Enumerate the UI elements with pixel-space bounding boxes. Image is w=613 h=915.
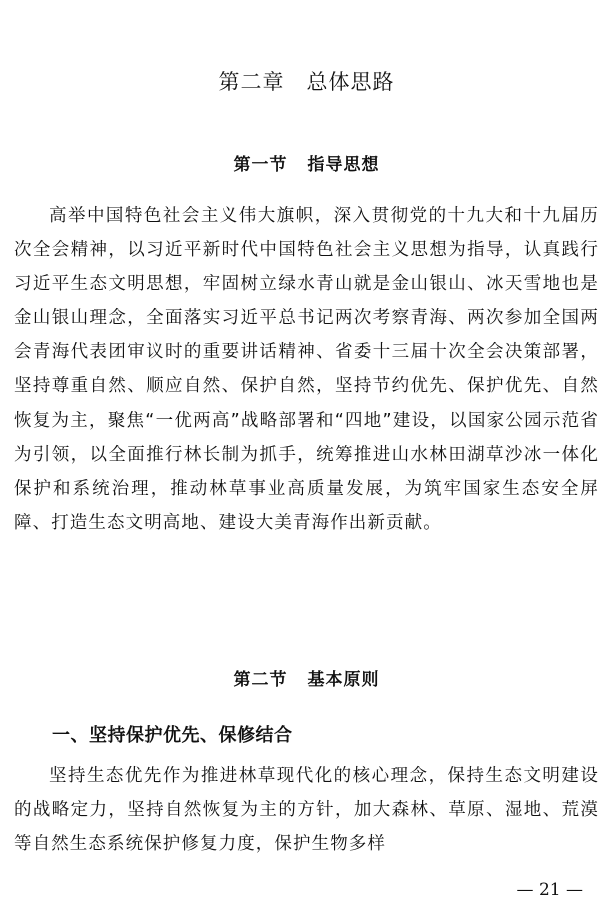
page-number: — 21 — [513, 880, 583, 900]
principle-paragraph: 坚持生态优先作为推进林草现代化的核心理念，保持生态文明建设的战略定力，坚持自然恢复为主的方针，加大森林、草原、湿地、荒漠等自然生态系统保护修复力度，保护生物多样 [14, 766, 599, 855]
section-title-basic-principles [0, 665, 613, 690]
section-title-guiding-ideology [0, 150, 613, 175]
chapter-name: 总体思路 [306, 70, 395, 94]
principle-subheading: 一、坚持保护优先、保修结合 [52, 725, 293, 746]
section-name: 基本原则 [307, 670, 380, 690]
section-name: 指导思想 [307, 155, 380, 175]
guiding-ideology-paragraph: 高举中国特色社会主义伟大旗帜，深入贯彻党的十九大和十九届历次全会精神，以习近平新时代中国特色社会主义思想为指导，认真践行习近平生态文明思想，牢固树立绿水青山就是金山银山、冰天雪地也是金山银山理念，全面落实习近平总书记两次考察青海、两次参加全国两会青海代表团审议时的重要讲话精神、省委十三届十次全会决策部署，坚持尊重自然、顺应自然、保护自然，坚持节约优先、保护优先、自然恢复为主，聚焦“一优两高”战略部署和“四地”建设，以国家公园示范省为引领，以全面推行林长制为抓手，统筹推进山水林田湖草沙冰一体化保护和系统治理，推动林草事业高质量发展，为筑牢国家生态安全屏障、打造生态文明高地、建设大美青海作出新贡献。 [14, 206, 599, 533]
chapter-number: 第二章 [218, 70, 285, 94]
chapter-title [0, 66, 613, 96]
section-number: 第二节 [233, 670, 288, 690]
section-number: 第一节 [233, 155, 288, 175]
